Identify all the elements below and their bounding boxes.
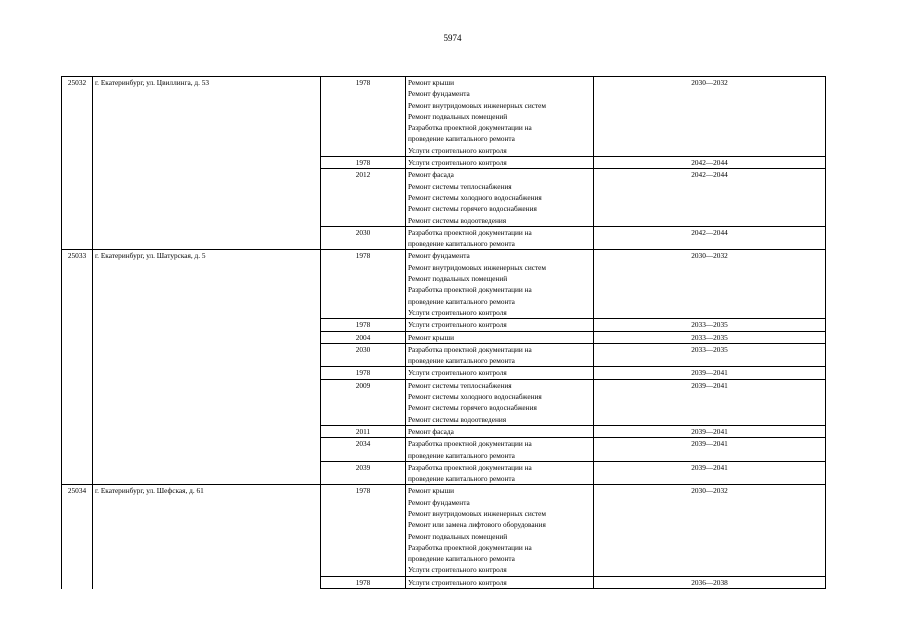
year-cell: 2011 xyxy=(321,425,406,437)
work-item: Разработка проектной документации на xyxy=(408,542,532,552)
house-number-cell xyxy=(62,438,93,462)
period-cell: 2030—2032 xyxy=(594,485,826,576)
address-cell xyxy=(93,157,321,169)
period-cell: 2039—2041 xyxy=(594,379,826,425)
works-cell xyxy=(406,485,594,576)
work-item: Разработка проектной документации на xyxy=(408,462,532,472)
address-cell xyxy=(93,226,321,250)
address-cell xyxy=(93,425,321,437)
works-cell xyxy=(406,461,594,485)
works-cell xyxy=(406,343,594,367)
table-row xyxy=(62,461,826,485)
year-cell: 2030 xyxy=(321,343,406,367)
work-item: проведение капитального ремонта xyxy=(408,356,515,366)
work-item: Ремонт или замена лифтового оборудования xyxy=(408,520,546,530)
house-number-cell xyxy=(62,157,93,169)
work-item: Услуги строительного контроля xyxy=(408,158,507,168)
work-item: проведение капитального ремонта xyxy=(408,296,515,306)
house-number-cell xyxy=(62,226,93,250)
work-item: Ремонт подвальных помещений xyxy=(408,531,508,541)
period-cell: 2030—2032 xyxy=(594,77,826,157)
period-cell: 2033—2035 xyxy=(594,331,826,343)
work-item: Услуги строительного контроля xyxy=(408,145,507,155)
work-item: проведение капитального ремонта xyxy=(408,450,515,460)
works-cell xyxy=(406,226,594,250)
work-item: проведение капитального ремонта xyxy=(408,134,515,144)
period-cell: 2039—2041 xyxy=(594,425,826,437)
work-item: Ремонт системы водоотведения xyxy=(408,215,507,225)
house-number-cell xyxy=(62,343,93,367)
work-item: Ремонт подвальных помещений xyxy=(408,274,508,284)
period-cell: 2036—2038 xyxy=(594,576,826,588)
address-cell: г. Екатеринбург, ул. Шефская, д. 61 xyxy=(93,485,321,576)
work-item: Ремонт фундамента xyxy=(408,497,470,507)
period-cell: 2033—2035 xyxy=(594,343,826,367)
work-item: проведение капитального ремонта xyxy=(408,239,515,249)
table-row xyxy=(62,425,826,437)
table-row xyxy=(62,367,826,379)
period-cell: 2033—2035 xyxy=(594,319,826,331)
house-number-cell xyxy=(62,379,93,425)
work-item: Разработка проектной документации на xyxy=(408,344,532,354)
address-cell: г. Екатеринбург, ул. Шатурская, д. 5 xyxy=(93,250,321,319)
table-row xyxy=(62,226,826,250)
capital-repair-table xyxy=(61,76,826,589)
works-cell xyxy=(406,157,594,169)
work-item: Ремонт крыши xyxy=(408,486,455,496)
work-item: Ремонт системы водоотведения xyxy=(408,414,507,424)
work-item: Ремонт внутридомовых инженерных систем xyxy=(408,508,547,518)
work-item: Ремонт фундамента xyxy=(408,89,470,99)
works-cell xyxy=(406,576,594,588)
work-item: проведение капитального ремонта xyxy=(408,474,515,484)
works-cell xyxy=(406,379,594,425)
house-number-cell xyxy=(62,461,93,485)
year-cell: 2034 xyxy=(321,438,406,462)
work-item: Ремонт системы холодного водоснабжения xyxy=(408,192,542,202)
address-cell xyxy=(93,367,321,379)
page-number: 5974 xyxy=(443,33,462,43)
table-row xyxy=(62,77,826,157)
work-item: Ремонт системы горячего водоснабжения xyxy=(408,204,537,214)
year-cell: 2039 xyxy=(321,461,406,485)
work-item: Услуги строительного контроля xyxy=(408,577,507,587)
work-item: Ремонт крыши xyxy=(408,78,455,87)
work-item: Ремонт внутридомовых инженерных систем xyxy=(408,262,547,272)
works-cell xyxy=(406,425,594,437)
address-cell xyxy=(93,438,321,462)
work-item: Разработка проектной документации на xyxy=(408,123,532,133)
work-item: Ремонт подвальных помещений xyxy=(408,111,508,121)
work-item: Ремонт системы теплоснабжения xyxy=(408,181,512,191)
work-item: Ремонт системы холодного водоснабжения xyxy=(408,392,542,402)
period-cell: 2039—2041 xyxy=(594,438,826,462)
works-cell xyxy=(406,169,594,226)
table-row xyxy=(62,331,826,343)
year-cell: 2009 xyxy=(321,379,406,425)
works-cell xyxy=(406,77,594,157)
works-cell xyxy=(406,250,594,319)
table-body xyxy=(62,77,826,589)
house-number-cell xyxy=(62,576,93,588)
year-cell: 1978 xyxy=(321,485,406,576)
period-cell: 2039—2041 xyxy=(594,367,826,379)
work-item: Услуги строительного контроля xyxy=(408,307,507,317)
year-cell: 1978 xyxy=(321,576,406,588)
year-cell: 1978 xyxy=(321,319,406,331)
table-row xyxy=(62,576,826,588)
work-item: Ремонт фасада xyxy=(408,426,454,436)
works-cell xyxy=(406,319,594,331)
works-cell xyxy=(406,367,594,379)
work-item: Ремонт системы теплоснабжения xyxy=(408,380,512,390)
year-cell: 1978 xyxy=(321,157,406,169)
house-number-cell xyxy=(62,331,93,343)
address-cell xyxy=(93,576,321,588)
work-item: Услуги строительного контроля xyxy=(408,368,507,378)
address-cell xyxy=(93,343,321,367)
work-item: Разработка проектной документации на xyxy=(408,439,532,449)
work-item: Разработка проектной документации на xyxy=(408,285,532,295)
table-row xyxy=(62,485,826,576)
table-row xyxy=(62,250,826,319)
house-number-cell: 25034 xyxy=(62,485,93,576)
work-item: Услуги строительного контроля xyxy=(408,320,507,330)
house-number-cell xyxy=(62,367,93,379)
year-cell: 2012 xyxy=(321,169,406,226)
works-cell xyxy=(406,331,594,343)
table-row xyxy=(62,379,826,425)
year-cell: 2004 xyxy=(321,331,406,343)
period-cell: 2042—2044 xyxy=(594,226,826,250)
address-cell xyxy=(93,169,321,226)
work-item: Ремонт системы горячего водоснабжения xyxy=(408,403,537,413)
table-row xyxy=(62,319,826,331)
year-cell: 1978 xyxy=(321,77,406,157)
work-item: Разработка проектной документации на xyxy=(408,227,532,237)
work-item: Услуги строительного контроля xyxy=(408,565,507,575)
period-cell: 2039—2041 xyxy=(594,461,826,485)
work-item: Ремонт фундамента xyxy=(408,251,470,261)
house-number-cell xyxy=(62,169,93,226)
work-item: Ремонт крыши xyxy=(408,332,455,342)
address-cell xyxy=(93,331,321,343)
house-number-cell xyxy=(62,319,93,331)
house-number-cell: 25033 xyxy=(62,250,93,319)
table-row xyxy=(62,343,826,367)
period-cell: 2030—2032 xyxy=(594,250,826,319)
address-cell xyxy=(93,379,321,425)
year-cell: 1978 xyxy=(321,250,406,319)
year-cell: 1978 xyxy=(321,367,406,379)
work-item: Ремонт фасада xyxy=(408,170,454,180)
table-row xyxy=(62,157,826,169)
table-row xyxy=(62,438,826,462)
table-row xyxy=(62,169,826,226)
works-cell xyxy=(406,438,594,462)
house-number-cell xyxy=(62,425,93,437)
address-cell xyxy=(93,319,321,331)
work-item: проведение капитального ремонта xyxy=(408,554,515,564)
period-cell: 2042—2044 xyxy=(594,157,826,169)
work-item: Ремонт внутридомовых инженерных систем xyxy=(408,100,547,110)
year-cell: 2030 xyxy=(321,226,406,250)
period-cell: 2042—2044 xyxy=(594,169,826,226)
address-cell: г. Екатеринбург, ул. Цвиллинга, д. 53 xyxy=(93,77,321,157)
address-cell xyxy=(93,461,321,485)
house-number-cell: 25032 xyxy=(62,77,93,157)
